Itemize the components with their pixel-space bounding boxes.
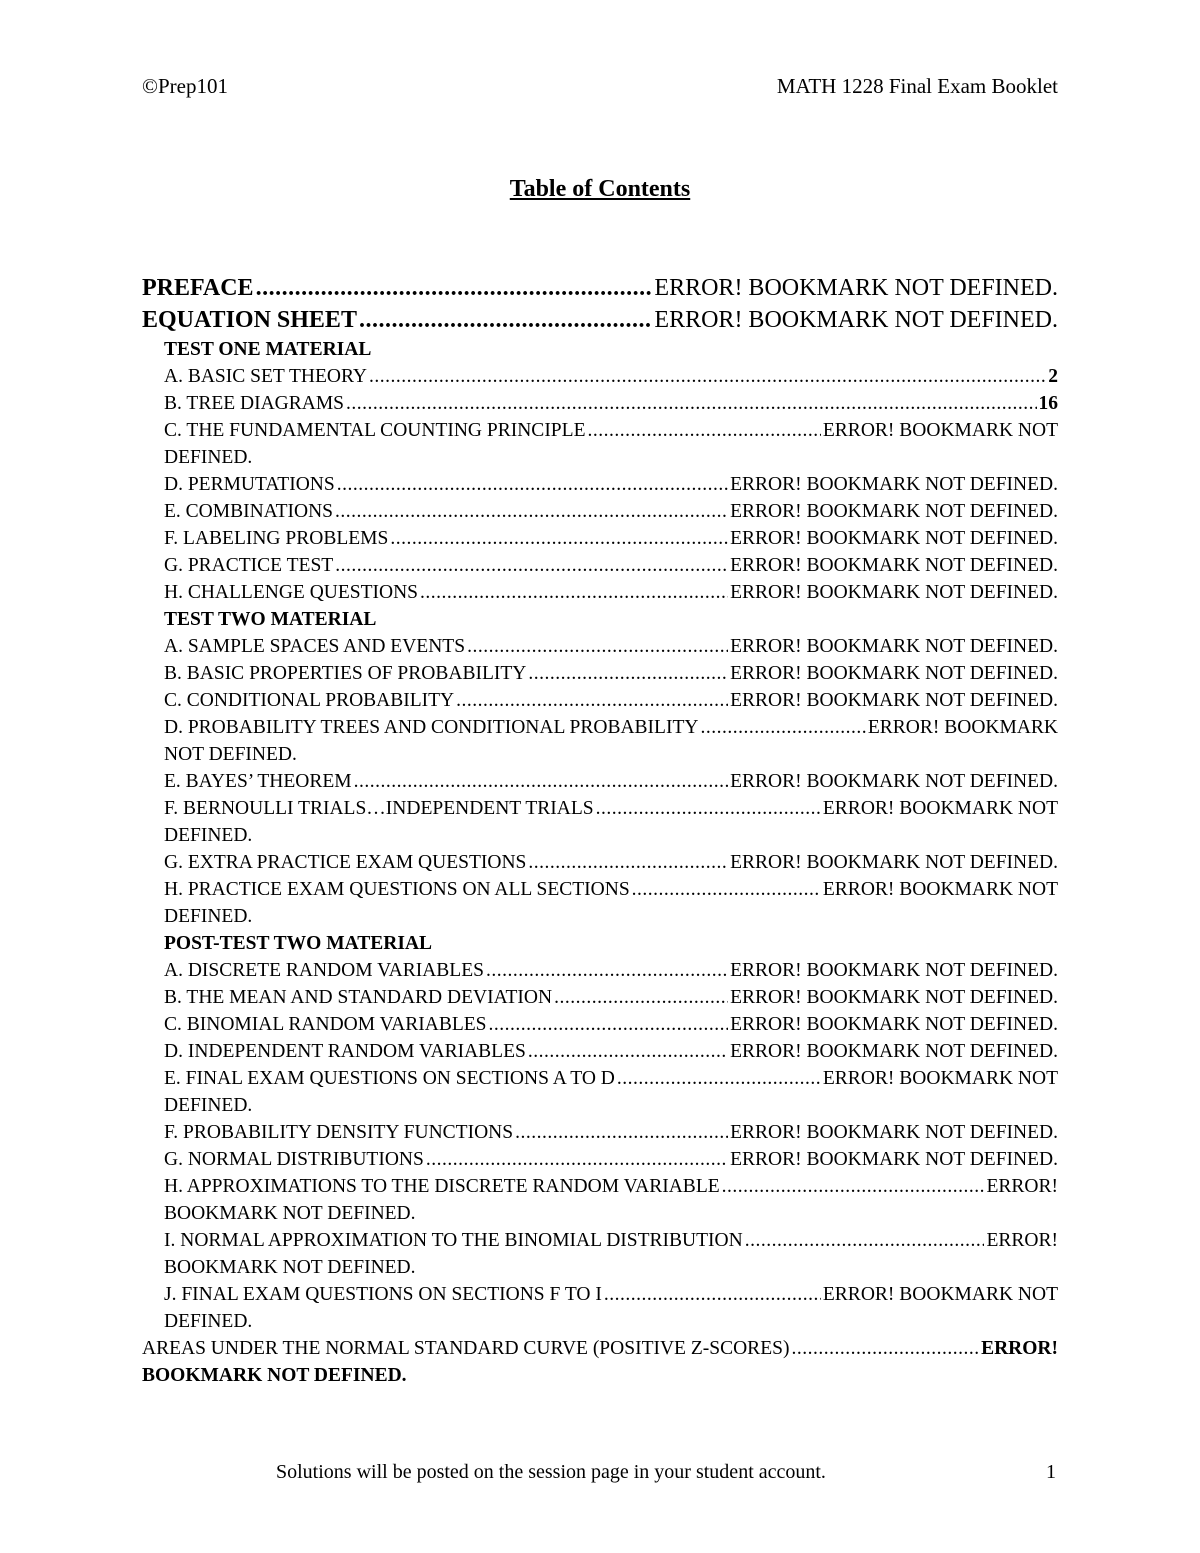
dot-leader [335, 498, 728, 525]
toc-heading-test-two[interactable] [142, 606, 1058, 633]
toc-page: ERROR! BOOKMARK NOT DEFINED. [654, 275, 1058, 301]
toc-entry[interactable] [142, 1173, 1058, 1227]
dot-leader [489, 1011, 729, 1038]
toc-entry-preface[interactable] [142, 272, 1058, 304]
toc-page: ERROR! [986, 1176, 1058, 1197]
dot-leader [596, 795, 821, 822]
toc-page: ERROR! BOOKMARK NOT DEFINED. [654, 307, 1058, 333]
toc-page: ERROR! BOOKMARK NOT [822, 879, 1058, 900]
dot-leader [632, 876, 821, 903]
dot-leader [528, 660, 728, 687]
dot-leader [604, 1281, 821, 1308]
toc-heading-post-test-two[interactable] [142, 930, 1058, 957]
toc-label: E. FINAL EXAM QUESTIONS ON SECTIONS A TO D [164, 1068, 615, 1089]
toc-page-continued: DEFINED. [164, 906, 253, 927]
toc-page-continued: DEFINED. [164, 447, 253, 468]
toc-page-continued: BOOKMARK NOT DEFINED. [164, 1257, 416, 1278]
toc-label: E. BAYES’ THEOREM [164, 771, 352, 792]
toc-label: E. COMBINATIONS [164, 501, 334, 522]
toc-entry[interactable] [142, 876, 1058, 930]
toc-page-continued: DEFINED. [164, 1095, 253, 1116]
dot-leader [337, 471, 728, 498]
toc-heading-label: TEST TWO MATERIAL [164, 609, 377, 630]
toc-page: ERROR! BOOKMARK NOT DEFINED. [730, 555, 1058, 576]
toc-page: ERROR! [986, 1230, 1058, 1251]
toc-page: ERROR! BOOKMARK NOT [822, 1284, 1058, 1305]
toc-entry[interactable] [142, 471, 1058, 498]
toc-label: F. PROBABILITY DENSITY FUNCTIONS [164, 1122, 514, 1143]
toc-entry[interactable] [142, 768, 1058, 795]
toc-page: ERROR! BOOKMARK NOT DEFINED. [730, 1014, 1058, 1035]
dot-leader [369, 363, 1046, 390]
toc-label: A. DISCRETE RANDOM VARIABLES [164, 960, 484, 981]
toc-entry[interactable] [142, 552, 1058, 579]
toc-entry-line [142, 1335, 1058, 1362]
dot-leader [528, 849, 728, 876]
toc-entry[interactable] [142, 795, 1058, 849]
toc-page: ERROR! BOOKMARK NOT DEFINED. [730, 852, 1058, 873]
toc-page-continued: DEFINED. [164, 1311, 253, 1332]
toc-entry[interactable] [142, 1065, 1058, 1119]
toc-label: PREFACE [142, 275, 254, 301]
toc-label: D. PROBABILITY TREES AND CONDITIONAL PROBABILITY [164, 717, 699, 738]
toc-heading-label: TEST ONE MATERIAL [164, 339, 372, 360]
toc-entry[interactable] [142, 687, 1058, 714]
table-of-contents [142, 272, 1058, 1389]
toc-label: B. BASIC PROPERTIES OF PROBABILITY [164, 663, 527, 684]
toc-page: ERROR! BOOKMARK NOT DEFINED. [730, 1149, 1058, 1170]
toc-entry[interactable] [142, 579, 1058, 606]
toc-label: C. BINOMIAL RANDOM VARIABLES [164, 1014, 487, 1035]
toc-label: B. TREE DIAGRAMS [164, 393, 345, 414]
toc-page: ERROR! BOOKMARK NOT DEFINED. [730, 663, 1058, 684]
header-right: MATH 1228 Final Exam Booklet [776, 74, 1058, 98]
dot-leader [346, 390, 1036, 417]
toc-entry[interactable] [142, 1281, 1058, 1335]
toc-label: F. BERNOULLI TRIALS…INDEPENDENT TRIALS [164, 798, 594, 819]
toc-label: H. APPROXIMATIONS TO THE DISCRETE RANDOM VARIABLE [164, 1176, 720, 1197]
toc-label: A. BASIC SET THEORY [164, 366, 367, 387]
footer-text: Solutions will be posted on the session page in your student account. [276, 1461, 826, 1483]
page-title: Table of Contents [509, 176, 691, 202]
toc-page-continued: DEFINED. [164, 825, 253, 846]
toc-label: AREAS UNDER THE NORMAL STANDARD CURVE (POSITIVE Z-SCORES) [142, 1338, 790, 1359]
toc-label: G. PRACTICE TEST [164, 555, 334, 576]
toc-entry[interactable] [142, 417, 1058, 471]
toc-label: G. EXTRA PRACTICE EXAM QUESTIONS [164, 852, 527, 873]
toc-page: ERROR! BOOKMARK NOT DEFINED. [730, 690, 1058, 711]
dot-leader [617, 1065, 821, 1092]
toc-page: ERROR! BOOKMARK NOT DEFINED. [730, 636, 1058, 657]
dot-leader [722, 1173, 985, 1200]
toc-label: B. THE MEAN AND STANDARD DEVIATION [164, 987, 553, 1008]
toc-page: ERROR! BOOKMARK NOT [822, 798, 1058, 819]
dot-leader [256, 272, 653, 304]
toc-section-post-test-two [142, 957, 1058, 1335]
toc-label: D. INDEPENDENT RANDOM VARIABLES [164, 1041, 526, 1062]
toc-entry[interactable] [142, 498, 1058, 525]
toc-label: J. FINAL EXAM QUESTIONS ON SECTIONS F TO I [164, 1284, 602, 1305]
toc-entry[interactable] [142, 660, 1058, 687]
toc-entry-line [164, 795, 1058, 822]
toc-section-test-two [142, 633, 1058, 930]
toc-label: F. LABELING PROBLEMS [164, 528, 389, 549]
dot-leader [335, 552, 728, 579]
toc-page-continued: BOOKMARK NOT DEFINED. [142, 1365, 407, 1386]
dot-leader [515, 1119, 728, 1146]
dot-leader [554, 984, 728, 1011]
toc-entry-areas-normal-curve[interactable] [142, 1335, 1058, 1389]
toc-entry-line [164, 1173, 1058, 1200]
toc-entry[interactable] [142, 957, 1058, 984]
toc-page: ERROR! BOOKMARK NOT DEFINED. [730, 501, 1058, 522]
toc-entry-line [164, 1227, 1058, 1254]
toc-entry-line [164, 417, 1058, 444]
toc-label: A. SAMPLE SPACES AND EVENTS [164, 636, 466, 657]
toc-page: ERROR! BOOKMARK NOT DEFINED. [730, 528, 1058, 549]
dot-leader [791, 1335, 979, 1362]
toc-label: EQUATION SHEET [142, 307, 357, 333]
header-left: ©Prep101 [142, 74, 228, 98]
toc-entry[interactable] [142, 1011, 1058, 1038]
dot-leader [486, 957, 728, 984]
toc-page-continued: NOT DEFINED. [164, 744, 297, 765]
toc-label: H. PRACTICE EXAM QUESTIONS ON ALL SECTIONS [164, 879, 630, 900]
toc-page-continued: BOOKMARK NOT DEFINED. [164, 1203, 416, 1224]
toc-entry-line [164, 876, 1058, 903]
toc-page: ERROR! [981, 1338, 1058, 1359]
dot-leader [587, 417, 820, 444]
toc-page: ERROR! BOOKMARK NOT DEFINED. [730, 474, 1058, 495]
dot-leader [354, 768, 728, 795]
toc-entry[interactable] [142, 1038, 1058, 1065]
toc-label: I. NORMAL APPROXIMATION TO THE BINOMIAL DISTRIBUTION [164, 1230, 743, 1251]
toc-label: G. NORMAL DISTRIBUTIONS [164, 1149, 424, 1170]
toc-page: ERROR! BOOKMARK NOT DEFINED. [730, 960, 1058, 981]
toc-page: ERROR! BOOKMARK NOT DEFINED. [730, 1041, 1058, 1062]
toc-entry[interactable] [142, 849, 1058, 876]
toc-entry[interactable] [142, 633, 1058, 660]
dot-leader [467, 633, 728, 660]
toc-page: ERROR! BOOKMARK [867, 717, 1058, 738]
toc-entry-line [164, 1065, 1058, 1092]
toc-heading-test-one[interactable] [142, 336, 1058, 363]
toc-label: C. CONDITIONAL PROBABILITY [164, 690, 455, 711]
toc-page: ERROR! BOOKMARK NOT DEFINED. [730, 582, 1058, 603]
toc-entry-equation-sheet[interactable] [142, 304, 1058, 336]
dot-leader [426, 1146, 728, 1173]
toc-label: D. PERMUTATIONS [164, 474, 335, 495]
toc-entry[interactable] [142, 1119, 1058, 1146]
toc-entry[interactable] [142, 984, 1058, 1011]
toc-entry[interactable] [142, 714, 1058, 768]
toc-page: ERROR! BOOKMARK NOT DEFINED. [730, 771, 1058, 792]
toc-page: 16 [1038, 393, 1058, 414]
toc-entry[interactable] [142, 1227, 1058, 1281]
toc-page: ERROR! BOOKMARK NOT DEFINED. [730, 1122, 1058, 1143]
toc-page: ERROR! BOOKMARK NOT [822, 420, 1058, 441]
toc-entry[interactable] [142, 363, 1058, 390]
dot-leader [528, 1038, 728, 1065]
toc-entry[interactable] [142, 1146, 1058, 1173]
toc-entry-line [164, 1281, 1058, 1308]
dot-leader [420, 579, 728, 606]
dot-leader [390, 525, 728, 552]
toc-page: ERROR! BOOKMARK NOT DEFINED. [730, 987, 1058, 1008]
toc-page: ERROR! BOOKMARK NOT [822, 1068, 1058, 1089]
page-number: 1 [1046, 1461, 1056, 1483]
toc-entry[interactable] [142, 390, 1058, 417]
toc-entry[interactable] [142, 525, 1058, 552]
toc-heading-label: POST-TEST TWO MATERIAL [164, 933, 433, 954]
dot-leader [456, 687, 728, 714]
toc-page: 2 [1048, 366, 1058, 387]
toc-label: H. CHALLENGE QUESTIONS [164, 582, 419, 603]
dot-leader [700, 714, 865, 741]
toc-entry-line [164, 714, 1058, 741]
dot-leader [359, 304, 652, 336]
toc-label: C. THE FUNDAMENTAL COUNTING PRINCIPLE [164, 420, 586, 441]
toc-section-test-one [142, 363, 1058, 606]
dot-leader [745, 1227, 985, 1254]
